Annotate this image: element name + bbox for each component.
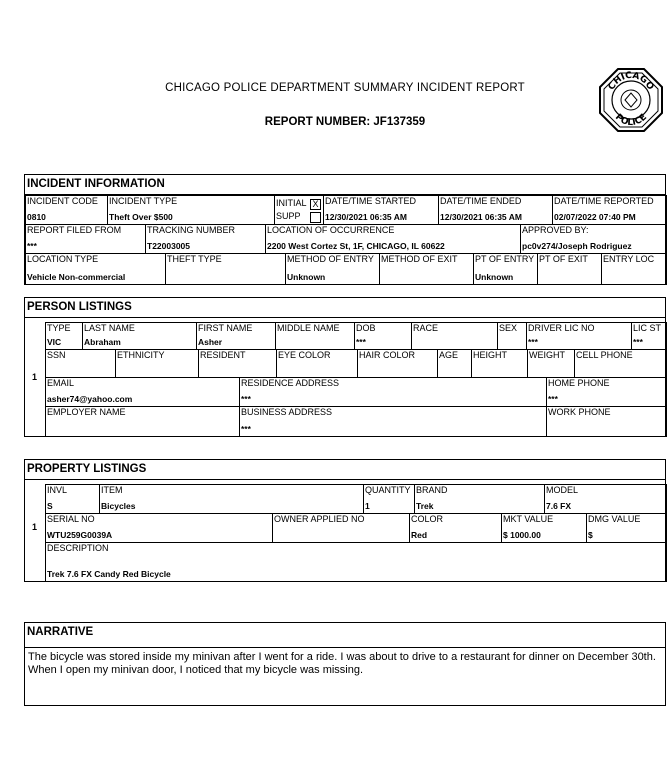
quantity-cell: QUANTITY 1	[363, 484, 415, 514]
description-value: Trek 7.6 FX Candy Red Bicycle	[47, 569, 171, 579]
supp-checkbox	[310, 212, 321, 223]
incident-section-title: INCIDENT INFORMATION	[25, 175, 665, 195]
property-section-title: PROPERTY LISTINGS	[25, 460, 665, 480]
narrative-text: The bicycle was stored inside my minivan after I went for a ride. I was about to drive to a restaurant for dinner on December 30th. When I open my minivan door, I noticed that my bicycle was missing.	[28, 651, 656, 676]
police-seal-icon	[598, 67, 664, 133]
residence-address-cell: RESIDENCE ADDRESS ***	[239, 377, 547, 407]
home-phone-cell: HOME PHONE ***	[546, 377, 667, 407]
mkt-value-cell: MKT VALUE $ 1000.00	[501, 513, 587, 543]
height-cell: HEIGHT	[471, 349, 528, 378]
resident-cell: RESIDENT	[198, 349, 277, 378]
incident-code-value: 0810	[27, 212, 46, 222]
incident-type-cell: INCIDENT TYPE Theft Over $500	[107, 195, 275, 225]
report-filed-from-cell: REPORT FILED FROM ***	[25, 224, 146, 254]
narrative-section-title: NARRATIVE	[25, 623, 665, 648]
pt-of-exit-cell: PT OF EXIT	[537, 253, 602, 285]
narrative-section	[24, 622, 666, 706]
approved-by-cell: APPROVED BY: pc0v274/Joseph Rodriguez	[520, 224, 667, 254]
person-listings-section	[24, 297, 666, 437]
initial-checkbox: X	[310, 199, 321, 210]
last-name-cell: LAST NAME Abraham	[82, 322, 197, 350]
owner-applied-no-cell: OWNER APPLIED NO	[272, 513, 410, 543]
method-of-exit-cell: METHOD OF EXIT	[379, 253, 474, 285]
date-reported-cell: DATE/TIME REPORTED 02/07/2022 07:40 PM	[552, 195, 667, 225]
property-row-number: 1	[32, 522, 38, 532]
invl-cell: INVL S	[45, 484, 100, 514]
cell-phone-cell: CELL PHONE	[574, 349, 667, 378]
middle-name-cell: MIDDLE NAME	[275, 322, 355, 350]
description-cell: DESCRIPTION Trek 7.6 FX Candy Red Bicycle	[45, 542, 667, 582]
weight-cell: WEIGHT	[527, 349, 575, 378]
brand-cell: BRAND Trek	[414, 484, 545, 514]
incident-code-cell: INCIDENT CODE 0810	[25, 195, 108, 225]
business-address-cell: BUSINESS ADDRESS ***	[239, 406, 547, 437]
sex-cell: SEX	[497, 322, 527, 350]
initial-supp-cell: INITIAL SUPP X	[274, 195, 324, 225]
location-of-occurrence-cell: LOCATION OF OCCURRENCE 2200 West Cortez St, 1F, CHICAGO, IL 60622	[265, 224, 521, 254]
report-number: REPORT NUMBER: JF137359	[264, 116, 426, 128]
seal-bottom-text: POLICE	[613, 112, 649, 129]
driver-lic-cell: DRIVER LIC NO ***	[526, 322, 632, 350]
method-of-entry-cell: METHOD OF ENTRY Unknown	[285, 253, 380, 285]
pt-of-entry-cell: PT OF ENTRY Unknown	[473, 253, 538, 285]
lic-st-cell: LIC ST ***	[631, 322, 667, 350]
color-cell: COLOR Red	[409, 513, 502, 543]
first-name-cell: FIRST NAME Asher	[196, 322, 276, 350]
dob-cell: DOB ***	[354, 322, 412, 350]
eye-color-cell: EYE COLOR	[276, 349, 358, 378]
hair-color-cell: HAIR COLOR	[357, 349, 438, 378]
date-started-cell: DATE/TIME STARTED 12/30/2021 06:35 AM	[323, 195, 439, 225]
tracking-number-cell: TRACKING NUMBER T22003005	[145, 224, 266, 254]
employer-name-cell: EMPLOYER NAME	[45, 406, 240, 437]
incident-type-value: Theft Over $500	[109, 212, 173, 222]
ssn-cell: SSN	[45, 349, 116, 378]
property-listings-section	[24, 459, 666, 582]
race-cell: RACE	[411, 322, 498, 350]
person-row-number: 1	[32, 372, 38, 382]
work-phone-cell: WORK PHONE	[546, 406, 667, 437]
item-cell: ITEM Bicycles	[99, 484, 364, 514]
person-type-cell: TYPE VIC	[45, 322, 83, 350]
email-cell: EMAIL asher74@yahoo.com	[45, 377, 240, 407]
person-section-title: PERSON LISTINGS	[25, 298, 665, 318]
entry-loc-cell: ENTRY LOC	[601, 253, 667, 285]
location-type-cell: LOCATION TYPE Vehicle Non-commercial	[25, 253, 166, 285]
incident-information-section	[24, 174, 666, 285]
age-cell: AGE	[437, 349, 472, 378]
model-cell: MODEL 7.6 FX	[544, 484, 667, 514]
serial-no-cell: SERIAL NO WTU259G0039A	[45, 513, 273, 543]
report-title: CHICAGO POLICE DEPARTMENT SUMMARY INCIDENT REPORT	[165, 82, 525, 94]
seal-top-text: CHICAGO	[606, 70, 656, 92]
ethnicity-cell: ETHNICITY	[115, 349, 199, 378]
theft-type-cell: THEFT TYPE	[165, 253, 286, 285]
dmg-value-cell: DMG VALUE $	[586, 513, 667, 543]
date-ended-cell: DATE/TIME ENDED 12/30/2021 06:35 AM	[438, 195, 553, 225]
